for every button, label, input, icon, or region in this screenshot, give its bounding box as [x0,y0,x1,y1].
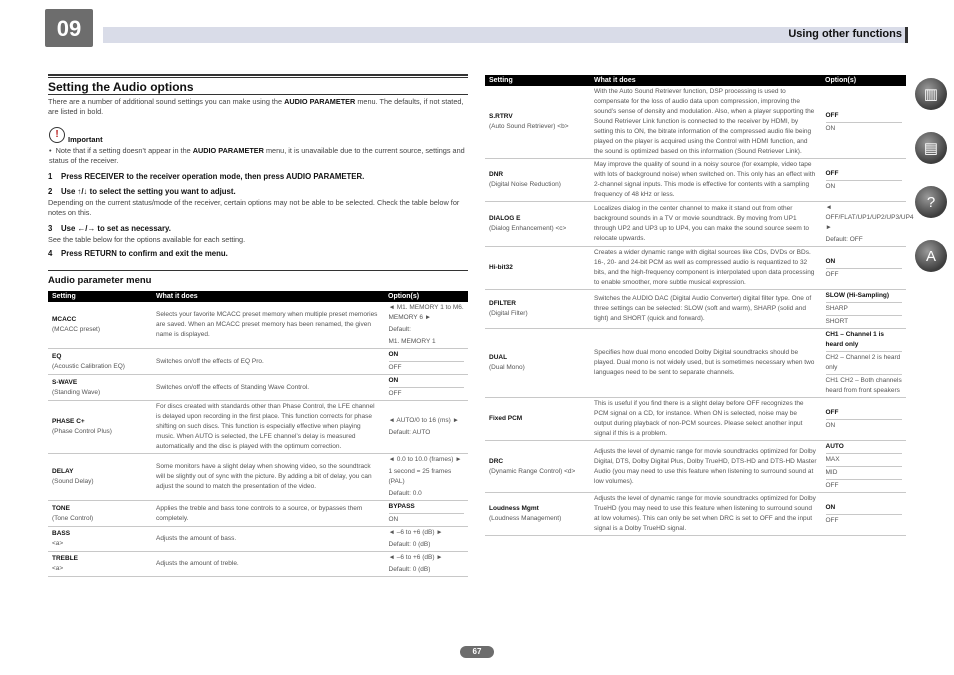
table-row [485,290,906,329]
setting-name: DRC [489,457,504,465]
options-cell [384,552,468,577]
setting-cell [48,401,152,454]
option-value: ON [825,421,836,429]
option-value: ON [389,375,465,388]
option-value: Default: AUTO [388,429,431,436]
options-cell [384,401,468,454]
setting-subtitle: (Dynamic Range Control) <d> [489,467,576,475]
setting-cell [485,202,590,247]
col-setting: Setting [485,75,590,86]
option-value: MAX [826,454,903,467]
option-value: ◄ –6 to +6 (dB) ► [388,554,443,561]
manual-book-icon[interactable]: ▥ [915,78,947,110]
option-value: ON [389,349,465,362]
step-1: 1 Press RECEIVER to the receiver operation mode, then press AUDIO PARAMETER. [48,172,365,181]
option-value: SLOW (Hi-Sampling) [826,290,903,303]
audio-parameter-table-right [485,75,914,536]
setting-cell [485,86,590,159]
setting-cell [48,302,152,349]
description-cell: Specifies how dual mono encoded Dolby Digital soundtracks should be played. Dual mono is not widely used, but is sometimes necessary when two languages need to be sent to separate channels. [590,329,821,398]
step-3: 3 Use ←/→ to set as necessary. [48,224,171,233]
setting-cell [485,159,590,202]
setting-name: Fixed PCM [489,415,523,422]
setting-subtitle: (Tone Control) [52,514,94,522]
option-value: ON [825,182,836,190]
options-cell [821,290,906,329]
setting-subtitle: <a> [52,565,64,572]
option-value: SHORT [825,318,849,325]
description-cell: Adjusts the level of dynamic range for movie soundtracks optimized for Dolby Digital, DTS, Dolby Digital Plus, Dolby TrueHD, DTS-HD and DTS-HD Master Audio (you may need to use this feature when listening to surround sound at low volumes). [590,441,821,493]
description-cell: Some monitors have a slight delay when showing video, so the soundtrack will be slightly out of sync with the picture. By adding a bit of delay, you can adjust the sound to match the presentation of the video. [152,454,384,501]
setting-subtitle: (Standing Wave) [52,388,101,396]
important-label: Important [68,135,103,144]
setting-subtitle: (Dual Mono) [489,364,525,371]
setting-subtitle: (Digital Noise Reduction) [489,181,561,188]
setting-name: DELAY [52,468,74,475]
setting-subtitle: (Acoustic Calibration EQ) [52,362,125,370]
option-value: Default: OFF [825,236,863,243]
description-cell: Switches the AUDIO DAC (Digital Audio Converter) digital filter type. One of three settings can be selected: SLOW (soft and warm), SHARP (solid and tight) and SHORT (quick and forward). [590,290,821,329]
option-value: M1. MEMORY 1 [388,338,436,345]
setting-name: PHASE C+ [52,418,85,425]
option-value: OFF [825,270,839,278]
section-top-rule [48,74,468,76]
table-row [485,493,906,536]
important-note: • Note that if a setting doesn’t appear in the AUDIO PARAMETER menu, it is unavailable due to the current source, settings and status of the receiver. [49,146,465,166]
section-top-rule-thin [48,77,468,78]
setting-subtitle: (Phase Control Plus) [52,428,112,435]
setting-name: MCACC [52,316,77,323]
option-value: AUTO [826,441,903,454]
table-row [48,552,468,577]
options-cell [821,398,906,441]
help-icon[interactable]: ? [915,186,947,218]
setting-subtitle: (Sound Delay) [52,478,94,485]
description-cell: Adjusts the amount of treble. [152,552,384,577]
section-title: Setting the Audio options [48,80,194,94]
option-value: ON [388,516,399,523]
step-2: 2 Use ↑/↓ to select the setting you want to adjust. [48,187,236,196]
table-row [48,375,468,401]
description-cell: Adjusts the amount of bass. [152,527,384,552]
setting-cell [48,501,152,527]
setting-subtitle: (MCACC preset) [52,326,101,333]
setting-subtitle: (Auto Sound Retriever) <b> [489,123,569,130]
section-intro: There are a number of additional sound settings you can make using the AUDIO PARAMETER menu. The defaults, if not stated, are listed in bold. [48,97,464,117]
option-value: ◄ 0.0 to 10.0 (frames) ► [388,456,462,463]
section-title-rule [48,94,468,95]
table-row [485,86,906,159]
setting-name: TONE [52,504,70,512]
setting-cell [48,552,152,577]
setting-cell [485,329,590,398]
important-icon: ! [49,127,65,143]
setting-name: BASS [52,530,71,537]
chapter-number: 09 [45,9,93,47]
step-2-desc: Depending on the current status/mode of the receiver, certain options may not be able to be selected. Check the table below for notes on this. [48,198,460,218]
options-cell [821,159,906,202]
options-cell [384,302,468,349]
option-value: ◄ –6 to +6 (dB) ► [388,529,443,536]
option-value: OFF [388,364,402,371]
step-4: 4 Press RETURN to confirm and exit the menu. [48,249,228,258]
options-cell [384,527,468,552]
option-value: CH1 CH2 – Both channels heard from front speakers [825,377,902,394]
description-cell: Selects your favorite MCACC preset memory when multiple preset memories are saved. When an MCACC preset memory has been renamed, the given name is displayed. [152,302,384,349]
table-title-top-rule [48,270,468,271]
option-value: ON [825,124,836,132]
setting-subtitle: (Loudness Management) [489,515,562,522]
options-cell [821,247,906,290]
option-value: CH1 – Channel 1 is heard only [826,329,903,352]
setting-cell [48,454,152,501]
page-number: 67 [460,646,494,658]
col-what-it-does: What it does [590,75,821,86]
table-row [485,441,906,493]
option-value: OFF [825,482,839,489]
option-value: OFF [826,110,903,123]
option-value: ON [826,256,903,269]
options-cell [384,501,468,527]
description-cell: May improve the quality of sound in a noisy source (for example, video tape with lots of background noise) when switched on. This only has an effect with 2-channel signal inputs. This mode is effective for contents with a sampling frequency of 48 kHz or less. [590,159,821,202]
step-3-desc: See the table below for the options available for each setting. [48,235,246,244]
table-row [48,401,468,454]
table-row [485,247,906,290]
audio-parameter-table-left [48,291,468,577]
option-value: BYPASS [389,501,465,514]
appendix-icon[interactable]: A [915,240,947,272]
setting-cell [485,441,590,493]
table-row [485,398,906,441]
setting-cell [485,493,590,536]
setting-name: EQ [52,352,62,360]
setting-name: S-WAVE [52,378,78,386]
header-bar [103,27,907,43]
description-cell: Adjusts the level of dynamic range for movie soundtracks optimized for Dolby TrueHD (you may need to use this feature when listening to surround sound at low volumes). This can only be set when DRC is set to OFF and the input signal is a Dolby TrueHD signal. [590,493,821,536]
remote-icon[interactable]: ▤ [915,132,947,164]
col-setting: Setting [48,291,152,302]
setting-name: DIALOG E [489,215,521,222]
setting-cell [485,398,590,441]
setting-cell [48,349,152,375]
description-cell: Creates a wider dynamic range with digital sources like CDs, DVDs or BDs. 16-, 20- and 24-bit PCM as well as compressed audio is requantized to 32 bits, and the high-frequency component is interpolated upon data processing to enable smoother, more subtle musical expression. [590,247,821,290]
setting-subtitle: (Dialog Enhancement) <c> [489,225,567,232]
option-value: MID [826,467,903,480]
col-options: Option(s) [384,291,468,302]
option-value: ON [826,502,903,515]
options-cell [821,329,906,398]
setting-name: DUAL [489,354,508,361]
setting-name: DNR [489,171,504,178]
setting-subtitle: <a> [52,540,64,547]
table-row [485,159,906,202]
option-value: CH2 – Channel 2 is heard only [826,352,903,375]
options-cell [384,375,468,401]
table-title: Audio parameter menu [48,275,152,286]
options-cell [821,86,906,159]
setting-cell [485,247,590,290]
col-options: Option(s) [821,75,906,86]
table-row [48,501,468,527]
table-row [48,302,468,349]
option-value: Default: 0.0 [388,490,422,497]
table-row [48,527,468,552]
option-value: ◄ OFF/FLAT/UP1/UP2/UP3/UP4 ► [825,204,914,231]
option-value: Default: [388,326,411,333]
header-bar-edge [905,27,908,43]
option-value: OFF [825,516,839,524]
option-value: OFF [826,407,903,420]
setting-name: DFILTER [489,300,516,307]
option-value: OFF [388,390,402,397]
option-value: SHARP [826,303,903,316]
table-row [485,329,906,398]
description-cell: With the Auto Sound Retriever function, DSP processing is used to compensate for the loss of audio data upon compression, improving the sound’s sense of density and modulation. Also, when a player supporting the Sound Retriever Link function is connected to the receiver by HDMI, by setting this to ON, the bitrate information of the compressed audio file being played on the player is acquired using the Control with HDMI function, and the sound is optimized based on this information (Sound Retriever Link). [590,86,821,159]
setting-name: TREBLE [52,555,78,562]
setting-cell [48,375,152,401]
option-value: ◄ AUTO/0 to 16 (ms) ► [388,417,460,424]
description-cell: For discs created with standards other than Phase Control, the LFE channel is delayed upon recording in the first place. This function corrects for phase shifting on such discs. This function is especially effective when playing music. When AUTO is selected, the LFE channel’s delay is measured automatically and the disc is played with the optimum correction. [152,401,384,454]
description-cell: Applies the treble and bass tone controls to a source, or bypasses them completely. [152,501,384,527]
options-cell [821,441,906,493]
description-cell: This is useful if you find there is a slight delay before OFF recognizes the PCM signal on a CD, for instance. When ON is selected, noise may be output during playback of non-PCM sources. Please select another input signal if this is a problem. [590,398,821,441]
table-row [48,454,468,501]
options-cell [821,202,914,247]
col-what-it-does: What it does [152,291,384,302]
option-value: Default: 0 (dB) [388,566,431,573]
setting-name: Loudness Mgmt [489,505,539,512]
setting-cell [485,290,590,329]
option-value: Default: 0 (dB) [388,541,431,548]
table-row [48,349,468,375]
setting-name: Hi-bit32 [489,264,513,271]
description-cell: Switches on/off the effects of EQ Pro. [152,349,384,375]
header-title: Using other functions [788,28,902,40]
options-cell [384,349,468,375]
options-cell [384,454,468,501]
option-value: 1 second = 25 frames (PAL) [388,468,452,485]
description-cell: Switches on/off the effects of Standing Wave Control. [152,375,384,401]
options-cell [821,493,906,536]
table-row [485,202,906,247]
setting-cell [48,527,152,552]
setting-subtitle: (Digital Filter) [489,310,528,317]
option-value: OFF [826,168,903,181]
option-value: ◄ M1. MEMORY 1 to M6. MEMORY 6 ► [388,304,464,321]
description-cell: Localizes dialog in the center channel to make it stand out from other background sounds in a TV or movie soundtrack. By moving from UP1 through UP2 and UP3 up to UP4, you can make the sound source seem to relocate upwards. [590,202,821,247]
setting-name: S.RTRV [489,113,513,120]
